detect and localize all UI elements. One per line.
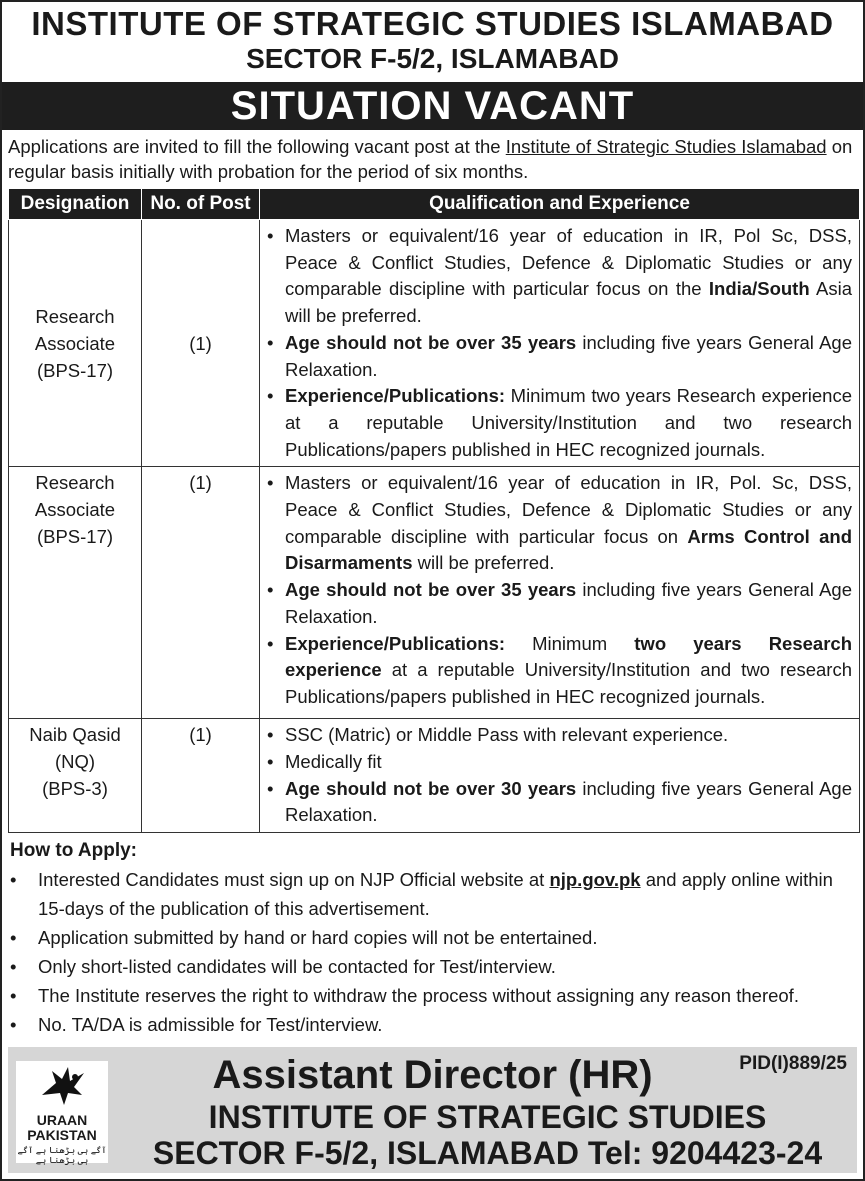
qualification-list — [261, 720, 858, 831]
posts-cell — [142, 220, 260, 467]
posts-count: (1) — [189, 332, 212, 354]
column-header-posts: No. of Post — [142, 189, 260, 220]
qualification-item — [285, 330, 852, 383]
qual-text: including five years General Age Relaxation. — [285, 331, 853, 380]
intro-paragraph — [2, 130, 863, 184]
institute-address: SECTOR F-5/2, ISLAMABAD — [246, 43, 619, 74]
qualification-item — [285, 470, 852, 577]
designation-line: Research — [35, 472, 115, 494]
njp-website-link: njp.gov.pk — [549, 869, 641, 891]
designation-cell — [9, 719, 142, 833]
designation-line: Associate — [34, 499, 116, 521]
how-to-apply-item: • The Institute reserves the right to withdraw the process without assigning any reason thereof. — [38, 981, 855, 1010]
table-row — [9, 719, 860, 833]
qual-text: Minimum — [505, 632, 635, 654]
table-header-row — [9, 189, 860, 220]
how-to-apply-list — [2, 865, 863, 1039]
qual-bold-text: Experience/Publications: — [285, 632, 506, 654]
footer-role: Assistant Director (HR) — [212, 1053, 653, 1097]
qualification-list — [261, 468, 858, 712]
qualification-cell — [260, 220, 860, 467]
qualification-item: • Medically fit — [285, 749, 852, 776]
qual-bold-text: Age should not be over 30 years — [285, 777, 577, 799]
institute-link: Institute of Strategic Studies Islamabad — [505, 136, 827, 157]
qualification-list — [261, 221, 858, 465]
qualification-cell — [260, 467, 860, 719]
apply-text: and apply online within 15-days of the publication of this advertisement. — [38, 869, 833, 920]
qual-bold-text: two years Research experience — [285, 632, 852, 681]
qualification-item: • SSC (Matric) or Middle Pass with relevant experience. — [285, 722, 852, 749]
intro-text-after: on regular basis initially with probation for the period of six months. — [8, 136, 853, 182]
how-to-apply-item — [38, 865, 855, 923]
situation-vacant-banner: SITUATION VACANT — [2, 82, 863, 130]
how-to-apply-item: • Application submitted by hand or hard copies will not be entertained. — [38, 923, 855, 952]
how-to-apply-title: How to Apply: — [10, 840, 137, 862]
qualification-item — [285, 631, 852, 711]
institute-title: INSTITUTE OF STRATEGIC STUDIES ISLAMABAD — [31, 5, 834, 42]
logo-tagline: آگے ہی بڑھنا ہے آگے ہی بڑھنا ہے — [17, 1145, 107, 1165]
qualification-item — [285, 223, 852, 330]
qual-text: including five years General Age Relaxation. — [285, 579, 853, 627]
posts-cell — [142, 467, 260, 719]
designation-line: (BPS-17) — [36, 359, 114, 381]
posts-cell — [142, 719, 260, 833]
qualification-item — [285, 776, 852, 829]
column-header-designation: Designation — [9, 189, 142, 220]
designation-cell — [9, 220, 142, 467]
footer-address: SECTOR F-5/2, ISLAMABAD Tel: 9204423-24 — [152, 1135, 823, 1171]
logo-text — [16, 1113, 108, 1143]
qual-bold-text: Experience/Publications: — [285, 385, 506, 407]
footer-institute: INSTITUTE OF STRATEGIC STUDIES — [208, 1099, 767, 1135]
qual-bold-text: Age should not be over 35 years — [285, 331, 577, 353]
logo-word-pakistan: PAKISTAN — [27, 1127, 97, 1143]
column-header-qualification: Qualification and Experience — [260, 189, 860, 220]
vacancy-table — [8, 188, 860, 833]
qualification-item — [285, 383, 852, 463]
intro-text-before: Applications are invited to fill the following vacant post at the — [8, 136, 506, 157]
apply-text: Interested Candidates must sign up on NJP Official website at — [38, 869, 550, 891]
footer-block — [8, 1047, 857, 1173]
posts-count: (1) — [189, 724, 212, 746]
logo-word-uraan: URAAN — [36, 1112, 88, 1128]
pid-number: PID(I)889/25 — [739, 1053, 847, 1074]
qual-text: Masters or equivalent/16 year of education in IR, Pol. Sc, DSS, Peace & Conflict Studies, Defence & Diplomatic Studies or any comparable discipline with particular focus on — [285, 472, 852, 547]
table-row — [9, 467, 860, 719]
table-row — [9, 220, 860, 467]
designation-line: (BPS-17) — [36, 526, 114, 548]
qual-bold-text: Age should not be over 35 years — [285, 579, 577, 601]
qual-text: at a reputable University/Institution and two research Publications/papers published in HEC recognized journals. — [285, 659, 852, 707]
how-to-apply-item: • No. TA/DA is admissible for Test/interview. — [38, 1010, 855, 1039]
qual-bold-text: Arms Control and Disarmaments — [285, 525, 852, 574]
qualification-item — [285, 577, 852, 630]
designation-line: Research — [35, 305, 115, 327]
designation-line: Associate — [34, 332, 116, 354]
qual-text: Asia will be preferred. — [285, 278, 852, 327]
qual-text: Masters or equivalent/16 year of education in IR, Pol Sc, DSS, Peace & Conflict Studies, Defence & Diplomatic Studies or any comparable discipline with particular focus on the — [285, 225, 852, 300]
how-to-apply-item: • Only short-listed candidates will be contacted for Test/interview. — [38, 952, 855, 981]
posts-count: (1) — [189, 472, 212, 494]
qualification-cell — [260, 719, 860, 833]
qual-bold-text: India/South — [708, 278, 810, 300]
designation-line: (BPS-3) — [42, 778, 108, 800]
designation-line: (NQ) — [54, 751, 96, 773]
qual-text: will be preferred. — [412, 552, 555, 574]
qual-text: including five years General Age Relaxation. — [285, 777, 853, 826]
qual-text: Minimum two years Research experience at a reputable University/Institution and two research Publications/papers published in HEC recognized journals. — [285, 385, 852, 460]
designation-cell — [9, 467, 142, 719]
designation-line: Naib Qasid — [29, 724, 121, 746]
